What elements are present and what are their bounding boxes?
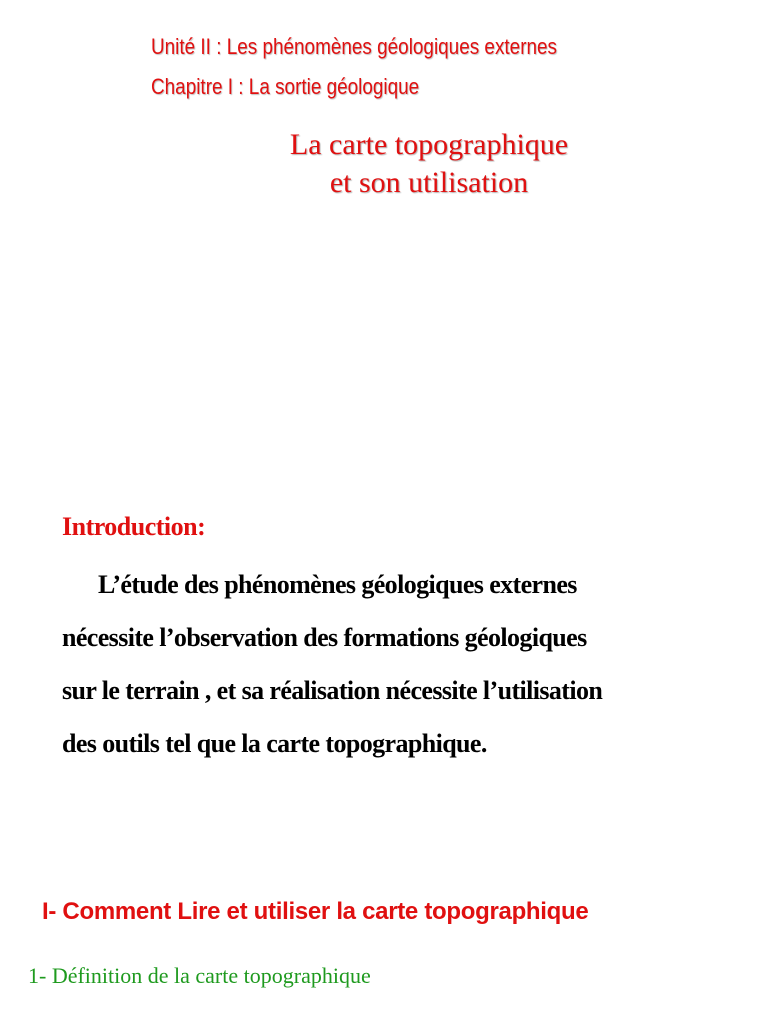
unit-header: Unité II : Les phénomènes géologiques externes: [151, 34, 558, 59]
introduction-line: sur le terrain , et sa réalisation nécessite l’utilisation: [62, 676, 603, 705]
subsection-heading: 1- Définition de la carte topographique: [28, 963, 371, 988]
introduction-heading: Introduction:: [62, 512, 206, 541]
document-title-line-2: et son utilisation: [329, 166, 529, 199]
introduction-line: des outils tel que la carte topographique.: [62, 729, 487, 758]
chapter-header: Chapitre I : La sortie géologique: [151, 74, 420, 99]
introduction-line: nécessite l’observation des formations géologiques: [62, 623, 587, 652]
section-heading: I- Comment Lire et utiliser la carte topographique: [42, 898, 589, 925]
document-title-line-1: La carte topographique: [289, 128, 569, 161]
introduction-line: L’étude des phénomènes géologiques externes: [98, 570, 577, 599]
